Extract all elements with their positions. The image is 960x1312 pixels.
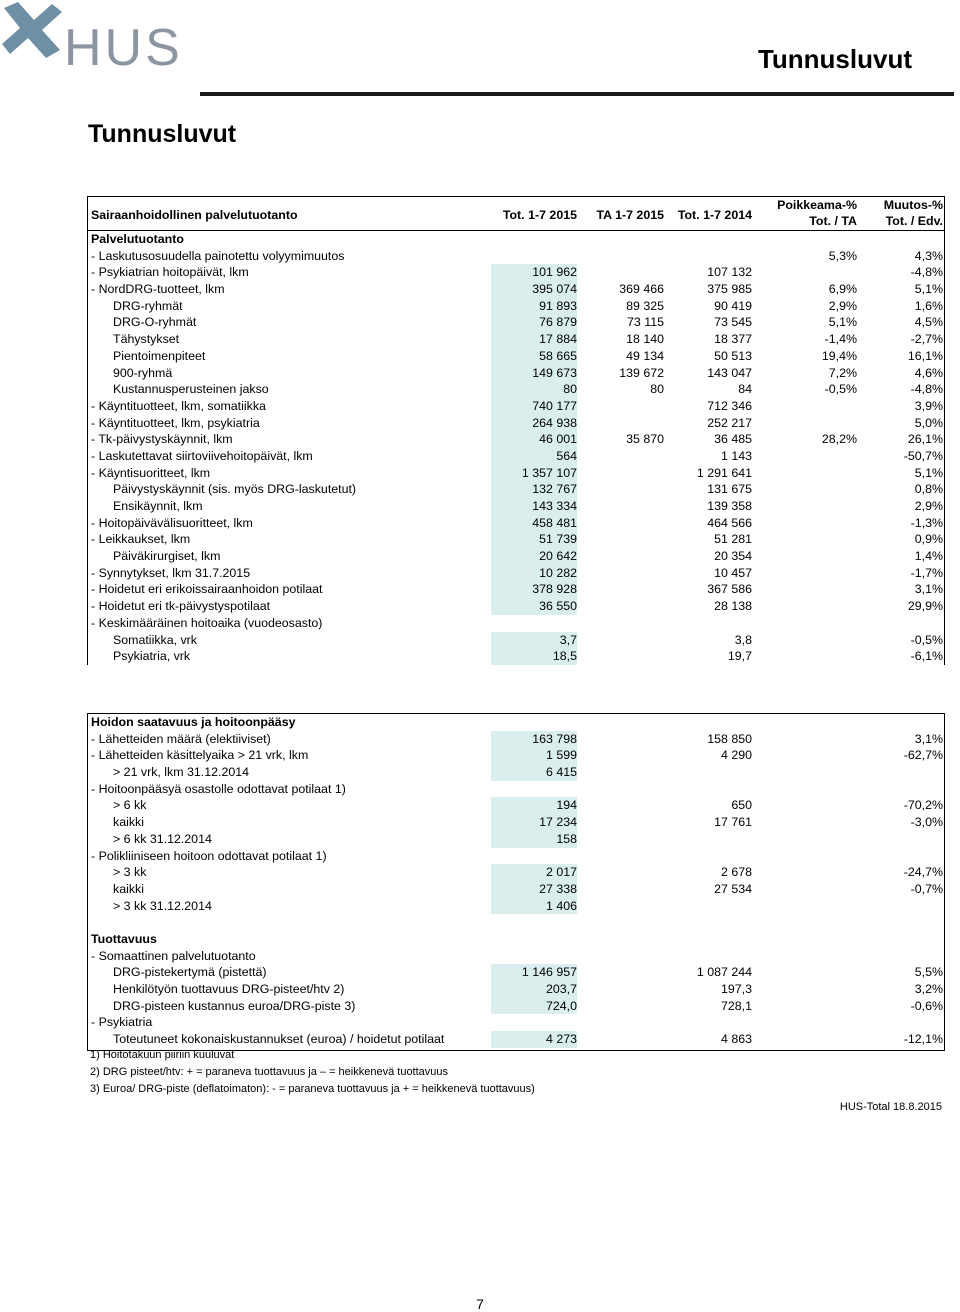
cell-c5: -1,7%	[910, 565, 943, 580]
row-label: - Psykiatria	[91, 1015, 153, 1030]
table-row	[88, 881, 944, 898]
row-label: > 3 kk 31.12.2014	[113, 898, 212, 913]
cell-c3: 50 513	[714, 348, 752, 363]
cell-c5: 1,6%	[914, 298, 943, 313]
cell-c1: 1 146 957	[521, 965, 577, 980]
cell-c1: 4 273	[545, 1032, 577, 1047]
cell-c1: 1 357 107	[521, 465, 577, 480]
header-c1: Tot. 1-7 2015	[502, 208, 577, 222]
table-row	[88, 1014, 944, 1031]
row-label: kaikki	[113, 815, 144, 830]
row-label: Tuottavuus	[91, 931, 157, 946]
cell-c3: 84	[738, 382, 752, 397]
cell-c5: -1,3%	[910, 515, 943, 530]
table-row	[88, 481, 944, 498]
table-row	[88, 914, 944, 931]
cell-c5: -6,1%	[910, 649, 943, 664]
cell-c5: 1,4%	[914, 549, 943, 564]
cell-c1: 91 893	[539, 298, 577, 313]
cell-c5: -70,2%	[903, 798, 943, 813]
table-row	[88, 331, 944, 348]
cell-c5: 4,3%	[914, 248, 943, 263]
cell-c3: 27 534	[714, 881, 752, 896]
header-c2: TA 1-7 2015	[596, 208, 664, 222]
cell-c5: -50,7%	[903, 448, 943, 463]
cell-c5: -0,5%	[910, 632, 943, 647]
cell-c5: 3,9%	[914, 398, 943, 413]
table-row	[88, 565, 944, 582]
cell-c5: -4,8%	[910, 382, 943, 397]
table-row	[88, 731, 944, 748]
table-row	[88, 831, 944, 848]
table-row	[88, 648, 944, 665]
cell-c3: 3,8	[734, 632, 752, 647]
row-label: - Lähetteiden määrä (elektiiviset)	[91, 731, 271, 746]
cell-c3: 252 217	[707, 415, 752, 430]
table-row	[88, 531, 944, 548]
source-note: HUS-Total 18.8.2015	[839, 1101, 942, 1113]
cell-c3: 4 290	[720, 748, 752, 763]
row-label: - Somaattinen palvelutuotanto	[91, 948, 256, 963]
cell-c5: -2,7%	[910, 332, 943, 347]
cell-c4: -1,4%	[824, 332, 857, 347]
cell-c5: 4,6%	[914, 365, 943, 380]
row-label: DRG-ryhmät	[113, 298, 183, 313]
cell-c4: 7,2%	[828, 365, 857, 380]
page-number: 7	[476, 1296, 484, 1312]
cell-c5: 26,1%	[907, 432, 943, 447]
cell-c1: 17 234	[539, 815, 577, 830]
cell-c1: 101 962	[532, 265, 577, 280]
cell-c2: 80	[650, 382, 664, 397]
row-label: - Laskutettavat siirtoviivehoitopäivät, lkm	[91, 448, 313, 463]
footnote-3: 3) Euroa/ DRG-piste (deflatoimaton): - = paraneva tuottavuus ja + = heikkenevä tuottavuus)	[90, 1083, 535, 1095]
cell-c3: 131 675	[707, 482, 752, 497]
row-label: - Hoitoonpääsyä osastolle odottavat potilaat 1)	[91, 781, 346, 796]
table-row	[88, 548, 944, 565]
row-label: Psykiatria, vrk	[113, 649, 191, 664]
cell-c1: 378 928	[532, 582, 577, 597]
row-label: > 6 kk	[113, 798, 147, 813]
cell-c5: 3,1%	[914, 582, 943, 597]
cell-c1: 17 884	[539, 332, 577, 347]
cell-c3: 17 761	[714, 815, 752, 830]
row-label: - Hoidetut eri erikoissairaanhoidon potilaat	[91, 582, 323, 597]
table-row	[88, 348, 944, 365]
cell-c3: 36 485	[714, 432, 752, 447]
row-label: Päiväkirurgiset, lkm	[113, 549, 221, 564]
row-label: DRG-pistekertymä (pistettä)	[113, 965, 267, 980]
cell-c3: 139 358	[707, 499, 752, 513]
cell-c4: 5,3%	[828, 248, 857, 263]
table-row	[88, 864, 944, 881]
table-row	[88, 998, 944, 1015]
table-row	[88, 281, 944, 298]
table-row	[88, 314, 944, 331]
cell-c1: 203,7	[545, 982, 577, 996]
table-row	[88, 781, 944, 798]
cell-c1: 51 739	[539, 532, 577, 547]
cell-c3: 73 545	[714, 315, 752, 330]
table-row	[88, 981, 944, 998]
row-label: Palvelutuotanto	[91, 232, 184, 246]
table-row	[88, 398, 944, 415]
cell-c3: 1 143	[720, 448, 752, 463]
cell-c4: 28,2%	[821, 432, 857, 447]
table-body	[88, 231, 944, 665]
table-row	[88, 632, 944, 649]
cell-c2: 89 325	[626, 298, 664, 313]
table-row	[88, 814, 944, 831]
header-label: Sairaanhoidollinen palvelutuotanto	[91, 208, 298, 222]
header-c5b: Tot. / Edv.	[885, 214, 943, 228]
table-row	[88, 298, 944, 315]
cell-c1: 564	[556, 448, 577, 463]
header-c3: Tot. 1-7 2014	[677, 208, 752, 222]
header-title: Tunnusluvut	[757, 44, 912, 74]
cell-c1: 36 550	[539, 599, 577, 614]
production-table	[87, 196, 945, 665]
cell-c3: 90 419	[714, 298, 752, 313]
row-label: - Leikkaukset, lkm	[91, 532, 191, 547]
cell-c5: -4,8%	[910, 265, 943, 280]
cell-c5: 0,9%	[914, 532, 943, 547]
table-row	[88, 948, 944, 965]
cell-c5: -3,0%	[910, 815, 943, 830]
table-header	[88, 197, 944, 231]
cell-c1: 20 642	[539, 549, 577, 564]
row-label: - Laskutusosuudella painotettu volyymimuutos	[91, 248, 345, 263]
cell-c4: 2,9%	[828, 298, 857, 313]
row-label: Somatiikka, vrk	[113, 632, 197, 647]
cell-c5: 5,0%	[914, 415, 943, 430]
hus-cross-icon	[0, 0, 70, 60]
cell-c1: 264 938	[532, 415, 577, 430]
cell-c5: 2,9%	[914, 499, 943, 513]
cell-c2: 73 115	[627, 315, 664, 330]
cell-c3: 728,1	[720, 998, 752, 1013]
cell-c1: 6 415	[545, 765, 577, 780]
cell-c3: 367 586	[707, 582, 752, 597]
cell-c3: 1 087 244	[696, 965, 752, 980]
table-row	[88, 415, 944, 432]
row-label: Hoidon saatavuus ja hoitoonpääsy	[91, 715, 296, 729]
footnote-2: 2) DRG pisteet/htv: + = paraneva tuottavuus ja – = heikkenevä tuottavuus	[90, 1066, 449, 1078]
cell-c1: 740 177	[532, 398, 577, 413]
header-c4a: Poikkeama-%	[777, 198, 857, 212]
table-row	[88, 931, 944, 948]
cell-c2: 49 134	[626, 348, 664, 363]
table-row	[88, 797, 944, 814]
cell-c3: 51 281	[714, 532, 752, 547]
cell-c5: 29,9%	[907, 599, 943, 614]
cell-c4: 6,9%	[828, 282, 857, 297]
cell-c5: 5,1%	[914, 282, 943, 297]
cell-c1: 143 334	[532, 499, 577, 513]
cell-c5: 3,2%	[914, 982, 943, 996]
cell-c3: 464 566	[707, 515, 752, 530]
cell-c1: 149 673	[532, 365, 577, 380]
row-label: > 3 kk	[113, 865, 147, 880]
table-row	[88, 448, 944, 465]
cell-c3: 650	[731, 798, 752, 813]
row-label: DRG-O-ryhmät	[113, 315, 197, 330]
row-label: - Käyntituotteet, lkm, psykiatria	[91, 415, 260, 430]
row-label: - Käyntituotteet, lkm, somatiikka	[91, 398, 266, 413]
footnote-1: 1) Hoitotakuun piiriin kuuluvat	[90, 1049, 235, 1061]
access-productivity-table	[87, 713, 945, 1051]
cell-c1: 27 338	[539, 881, 577, 896]
cell-c3: 28 138	[714, 599, 752, 614]
cell-c1: 46 001	[539, 432, 577, 447]
cell-c1: 80	[563, 382, 577, 397]
row-label: - Tk-päivystyskäynnit, lkm	[91, 432, 233, 447]
row-label: Henkilötyön tuottavuus DRG-pisteet/htv 2)	[113, 982, 345, 996]
header-c4b: Tot. / TA	[809, 214, 857, 228]
row-label: - Lähetteiden käsittelyaika > 21 vrk, lkm	[91, 748, 309, 763]
row-label: 900-ryhmä	[113, 365, 173, 380]
cell-c3: 375 985	[707, 282, 752, 297]
header-rule	[200, 92, 954, 96]
cell-c4: 5,1%	[828, 315, 857, 330]
cell-c1: 3,7	[559, 632, 577, 647]
cell-c1: 1 406	[545, 898, 577, 913]
table-row	[88, 381, 944, 398]
cell-c1: 724,0	[545, 998, 577, 1013]
cell-c1: 10 282	[539, 565, 577, 580]
cell-c3: 4 863	[720, 1032, 752, 1047]
table-body	[88, 714, 944, 1048]
cell-c5: 3,1%	[914, 731, 943, 746]
row-label: - NordDRG-tuotteet, lkm	[91, 282, 225, 297]
cell-c2: 35 870	[626, 432, 664, 447]
table-row	[88, 714, 944, 731]
cell-c4: -0,5%	[824, 382, 857, 397]
row-label: - Synnytykset, lkm 31.7.2015	[91, 565, 251, 580]
row-label: - Keskimääräinen hoitoaika (vuodeosasto)	[91, 615, 323, 630]
row-label: Ensikäynnit, lkm	[113, 499, 203, 513]
row-label: - Käyntisuoritteet, lkm	[91, 465, 211, 480]
cell-c3: 197,3	[720, 982, 752, 996]
row-label: - Psykiatrian hoitopäivät, lkm	[91, 265, 249, 280]
cell-c1: 158	[556, 831, 577, 846]
cell-c2: 139 672	[619, 365, 664, 380]
cell-c3: 107 132	[707, 265, 752, 280]
table-row	[88, 498, 944, 515]
cell-c1: 395 074	[532, 282, 577, 297]
row-label: DRG-pisteen kustannus euroa/DRG-piste 3)	[113, 998, 356, 1013]
header-c5a: Muutos-%	[883, 198, 943, 212]
row-label: kaikki	[113, 881, 144, 896]
table-row	[88, 964, 944, 981]
row-label: - Hoitopäivävälisuoritteet, lkm	[91, 515, 253, 530]
table-row	[88, 581, 944, 598]
row-label: > 6 kk 31.12.2014	[113, 831, 212, 846]
table-row	[88, 365, 944, 382]
table-row	[88, 848, 944, 865]
cell-c1: 163 798	[532, 731, 577, 746]
cell-c2: 369 466	[619, 282, 664, 297]
cell-c3: 19,7	[727, 649, 752, 664]
cell-c4: 19,4%	[821, 348, 857, 363]
cell-c1: 194	[556, 798, 577, 813]
table-row	[88, 264, 944, 281]
page-title: Tunnusluvut	[88, 120, 237, 148]
cell-c3: 18 377	[714, 332, 752, 347]
cell-c3: 20 354	[714, 549, 752, 564]
table-row	[88, 231, 944, 248]
cell-c5: -24,7%	[903, 865, 943, 880]
cell-c1: 18,5	[552, 649, 577, 664]
table-row	[88, 598, 944, 615]
table-row	[88, 898, 944, 915]
cell-c1: 58 665	[539, 348, 577, 363]
table-row	[88, 515, 944, 532]
row-label: Toteutuneet kokonaiskustannukset (euroa) / hoidetut potilaat	[113, 1032, 445, 1047]
logo-text: HUS	[64, 19, 183, 77]
table-row	[88, 747, 944, 764]
cell-c1: 1 599	[545, 748, 577, 763]
row-label: Kustannusperusteinen jakso	[113, 382, 269, 397]
hus-logo	[0, 0, 200, 80]
table-row	[88, 465, 944, 482]
row-label: - Polikliiniseen hoitoon odottavat potilaat 1)	[91, 848, 327, 863]
cell-c1: 2 017	[545, 865, 577, 880]
cell-c1: 76 879	[539, 315, 577, 330]
row-label: Tähystykset	[113, 332, 180, 347]
table-row	[88, 248, 944, 265]
cell-c5: -0,6%	[910, 998, 943, 1013]
table-row	[88, 431, 944, 448]
cell-c1: 458 481	[532, 515, 577, 530]
cell-c5: 5,5%	[914, 965, 943, 980]
cell-c3: 1 291 641	[696, 465, 752, 480]
cell-c3: 712 346	[707, 398, 752, 413]
cell-c3: 2 678	[720, 865, 752, 880]
table-row	[88, 764, 944, 781]
cell-c5: 0,8%	[914, 482, 943, 497]
cell-c2: 18 140	[626, 332, 664, 347]
row-label: - Hoidetut eri tk-päivystyspotilaat	[91, 599, 271, 614]
row-label: > 21 vrk, lkm 31.12.2014	[113, 765, 250, 780]
row-label: Päivystyskäynnit (sis. myös DRG-laskutetut)	[113, 482, 357, 497]
cell-c5: 16,1%	[907, 348, 943, 363]
table-row	[88, 1031, 944, 1048]
cell-c3: 10 457	[714, 565, 752, 580]
cell-c5: 5,1%	[914, 465, 943, 480]
cell-c5: -12,1%	[903, 1032, 943, 1047]
cell-c3: 158 850	[707, 731, 752, 746]
cell-c5: -0,7%	[910, 881, 943, 896]
row-label: Pientoimenpiteet	[113, 348, 206, 363]
cell-c3: 143 047	[707, 365, 752, 380]
cell-c5: 4,5%	[914, 315, 943, 330]
cell-c1: 132 767	[532, 482, 577, 497]
table-row	[88, 615, 944, 632]
cell-c5: -62,7%	[903, 748, 943, 763]
